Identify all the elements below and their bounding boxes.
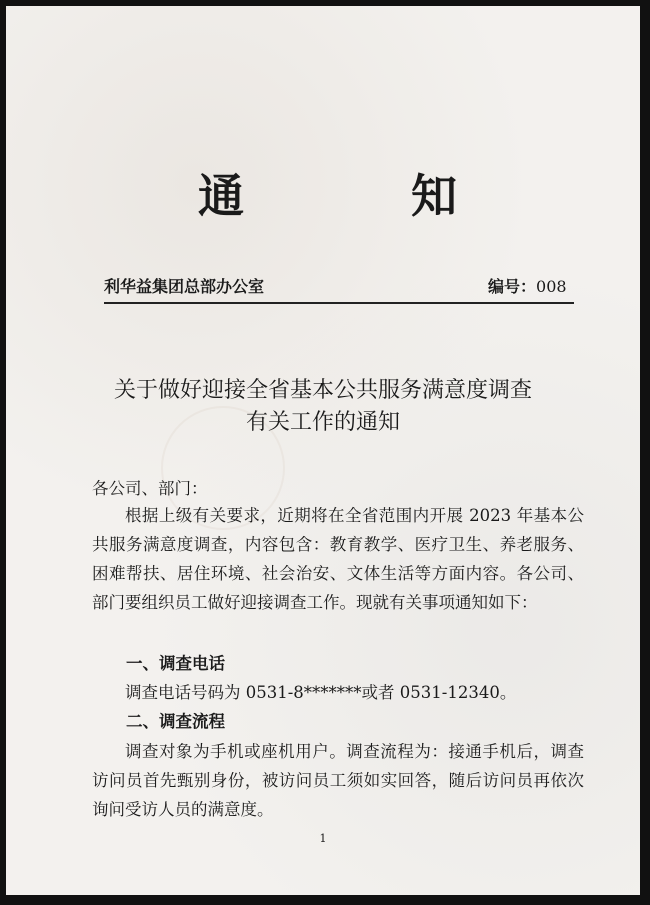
document-page [6,6,640,895]
issuing-office: 利华益集团总部办公室 [104,277,265,296]
issuer-row [6,274,640,302]
document-number-label: 编号： [488,277,537,296]
title-char-zhi: 知 [411,169,457,223]
section-heading-phone: 一、调查电话 [126,654,225,673]
document-number [488,274,567,297]
section-text-phone: 调查电话号码为 0531-8*******或者 0531-12340。 [125,683,517,702]
document-number-value: 008 [536,277,567,296]
document-title [6,166,640,236]
subject-line-2: 有关工作的通知 [245,410,400,435]
subject-line-1: 关于做好迎接全省基本公共服务满意度调查 [113,378,532,403]
header-divider [104,302,574,304]
salutation: 各公司、部门： [92,479,208,498]
page-number: 1 [319,832,327,845]
intro-paragraph: 根据上级有关要求，近期将在全省范围内开展 2023 年基本公共服务满意度调查，内容包含：教育教学、医疗卫生、养老服务、困难帮扶、居住环境、社会治安、文体生活等方面内容。各公司、部门要组织员工做好迎接调查工作。现就有关事项通知如下： [92,506,584,612]
title-char-tong: 通 [198,169,244,223]
section-heading-process: 二、调查流程 [126,712,225,731]
section-text-process: 调查对象为手机或座机用户。调查流程为：接通手机后，调查访问员首先甄别身份，被访问员工须如实回答，随后访问员再依次询问受访人员的满意度。 [92,742,584,819]
